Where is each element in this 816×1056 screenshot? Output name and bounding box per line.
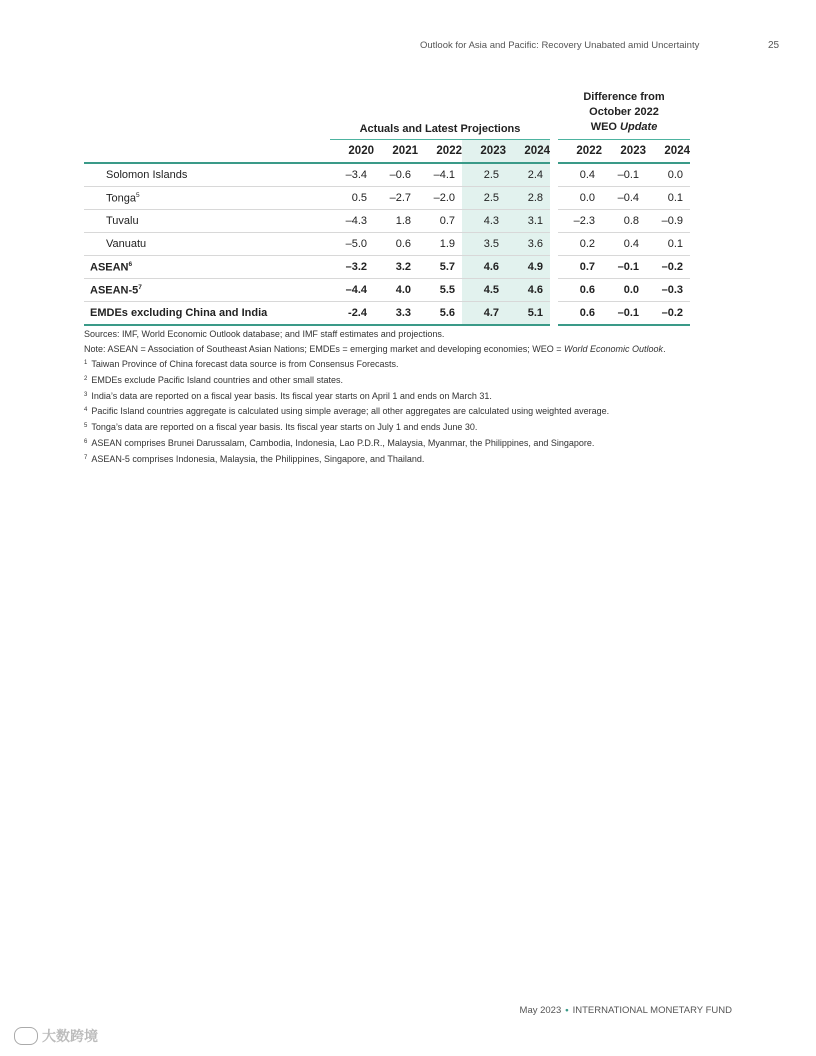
footer-date: May 2023 (519, 1005, 562, 1016)
footnote (84, 420, 732, 433)
value-cell: 5.7 (418, 256, 462, 279)
value-cell: –0.6 (374, 163, 418, 187)
table-row (84, 163, 690, 187)
value-cell: 4.0 (374, 279, 418, 302)
value-cell: 4.6 (506, 279, 550, 302)
diff-cell: 0.4 (602, 233, 646, 256)
diff-year-header: 2023 (602, 140, 646, 164)
value-cell: –4.4 (330, 279, 374, 302)
value-cell: 3.6 (506, 233, 550, 256)
diff-cell: 0.1 (646, 233, 690, 256)
year-header: 2024 (506, 140, 550, 164)
table-row (84, 210, 690, 233)
value-cell: 5.1 (506, 302, 550, 326)
table-row (84, 233, 690, 256)
growth-projections-table (84, 90, 690, 326)
diff-cell: 0.0 (646, 163, 690, 187)
value-cell: 1.8 (374, 210, 418, 233)
diff-cell: 0.7 (558, 256, 602, 279)
diff-cell: –0.9 (646, 210, 690, 233)
footnotes-list (84, 357, 732, 464)
value-cell: 4.9 (506, 256, 550, 279)
footnote-text: Pacific Island countries aggregate is calculated using simple average; all other aggregates are calculated using weighted average. (91, 406, 610, 417)
diff-cell: 0.4 (558, 163, 602, 187)
diff-cell: –0.1 (602, 256, 646, 279)
row-label: Solomon Islands (84, 163, 330, 187)
footnote-marker: 6 (128, 260, 133, 268)
diff-header-line1: Difference from (583, 91, 665, 103)
year-header: 2021 (374, 140, 418, 164)
diff-cell: –0.2 (646, 256, 690, 279)
running-header-title: Outlook for Asia and Pacific: Recovery Unabated amid Uncertainty (420, 40, 700, 51)
value-cell: –2.7 (374, 187, 418, 210)
value-cell: –4.1 (418, 163, 462, 187)
value-cell: 3.3 (374, 302, 418, 326)
diff-header-line3: WEO Update (590, 121, 658, 133)
value-cell: –3.2 (330, 256, 374, 279)
footnote (84, 389, 732, 402)
diff-year-header: 2022 (558, 140, 602, 164)
table-row (84, 256, 690, 279)
diff-cell: 0.8 (602, 210, 646, 233)
value-cell: –2.0 (418, 187, 462, 210)
header-difference-group (558, 90, 690, 140)
diff-cell: –0.4 (602, 187, 646, 210)
abbreviations-note: Note: ASEAN = Association of Southeast Asian Nations; EMDEs = emerging market and developing economies; WEO = World Economic Outlook. (84, 343, 666, 354)
footnote (84, 436, 732, 449)
value-cell: –4.3 (330, 210, 374, 233)
footnote-number: 2 (84, 376, 88, 383)
table-row (84, 187, 690, 210)
value-cell: 3.5 (462, 233, 506, 256)
table-row (84, 302, 690, 326)
value-cell: 2.8 (506, 187, 550, 210)
footnote (84, 404, 732, 417)
diff-cell: –0.2 (646, 302, 690, 326)
table-notes (84, 328, 732, 467)
footnote-number: 4 (84, 407, 88, 414)
diff-cell: 0.2 (558, 233, 602, 256)
value-cell: 5.6 (418, 302, 462, 326)
footnote-marker: 5 (135, 191, 140, 199)
diff-cell: 0.0 (558, 187, 602, 210)
footnote-text: India’s data are reported on a fiscal year basis. Its fiscal year starts on April 1 and ends on March 31. (91, 390, 492, 401)
table-row (84, 279, 690, 302)
footnote-number: 3 (84, 391, 88, 398)
page-number: 25 (768, 40, 780, 51)
diff-year-header: 2024 (646, 140, 690, 164)
value-cell: 2.4 (506, 163, 550, 187)
value-cell: 3.1 (506, 210, 550, 233)
row-label: ASEAN-$5^7$ (84, 279, 330, 302)
diff-cell: 0.1 (646, 187, 690, 210)
year-header: 2023 (462, 140, 506, 164)
watermark (14, 1026, 98, 1046)
value-cell: 4.7 (462, 302, 506, 326)
footnote-text: Tonga’s data are reported on a fiscal year basis. Its fiscal year starts on July 1 and ends June 30. (91, 422, 478, 433)
value-cell: 4.3 (462, 210, 506, 233)
watermark-logo-icon (14, 1027, 38, 1045)
footnote-text: ASEAN comprises Brunei Darussalam, Cambodia, Indonesia, Lao P.D.R., Malaysia, Myanmar, the Philippines, and Singapore. (91, 437, 595, 448)
value-cell: 0.7 (418, 210, 462, 233)
sources-note: Sources: IMF, World Economic Outlook database; and IMF staff estimates and projections. (84, 329, 445, 339)
row-label: Tonga$^5$ (84, 187, 330, 210)
page-footer (520, 1005, 732, 1016)
row-label: Vanuatu (84, 233, 330, 256)
year-header: 2020 (330, 140, 374, 164)
year-header: 2022 (418, 140, 462, 164)
footnote (84, 452, 732, 465)
diff-cell: 0.6 (558, 279, 602, 302)
value-cell: 3.2 (374, 256, 418, 279)
row-label: EMDEs excluding China and India (84, 302, 330, 326)
value-cell: –3.4 (330, 163, 374, 187)
value-cell: –5.0 (330, 233, 374, 256)
footnote (84, 373, 732, 386)
value-cell: 1.9 (418, 233, 462, 256)
diff-cell: –2.3 (558, 210, 602, 233)
diff-cell: –0.3 (646, 279, 690, 302)
row-label: ASEAN$^6$ (84, 256, 330, 279)
diff-cell: 0.0 (602, 279, 646, 302)
row-label: Tuvalu (84, 210, 330, 233)
footnote-text: Taiwan Province of China forecast data source is from Consensus Forecasts. (91, 359, 399, 370)
header-blank-cell (84, 90, 330, 140)
watermark-text: 大数跨境 (42, 1028, 98, 1044)
diff-cell: –0.1 (602, 302, 646, 326)
header-actuals-group: Actuals and Latest Projections (330, 90, 550, 140)
diff-cell: 0.6 (558, 302, 602, 326)
value-cell: 0.5 (330, 187, 374, 210)
footnote-number: 6 (84, 438, 88, 445)
value-cell: 4.5 (462, 279, 506, 302)
footnote-number: 5 (84, 423, 88, 430)
footnote (84, 357, 732, 370)
footer-organization: INTERNATIONAL MONETARY FUND (572, 1005, 732, 1016)
diff-header-line2: October 2022 (589, 106, 659, 118)
value-cell: 0.6 (374, 233, 418, 256)
value-cell: 5.5 (418, 279, 462, 302)
footnote-number: 7 (84, 454, 88, 461)
diff-cell: –0.1 (602, 163, 646, 187)
footnote-text: ASEAN-5 comprises Indonesia, Malaysia, the Philippines, Singapore, and Thailand. (91, 453, 425, 464)
value-cell: 2.5 (462, 187, 506, 210)
footer-bullet-icon: • (565, 1005, 569, 1016)
value-cell: 4.6 (462, 256, 506, 279)
footnote-marker: 7 (138, 283, 142, 291)
value-cell: 2.5 (462, 163, 506, 187)
value-cell: -2.4 (330, 302, 374, 326)
footnote-text: EMDEs exclude Pacific Island countries and other small states. (91, 375, 343, 386)
footnote-number: 1 (84, 360, 88, 367)
